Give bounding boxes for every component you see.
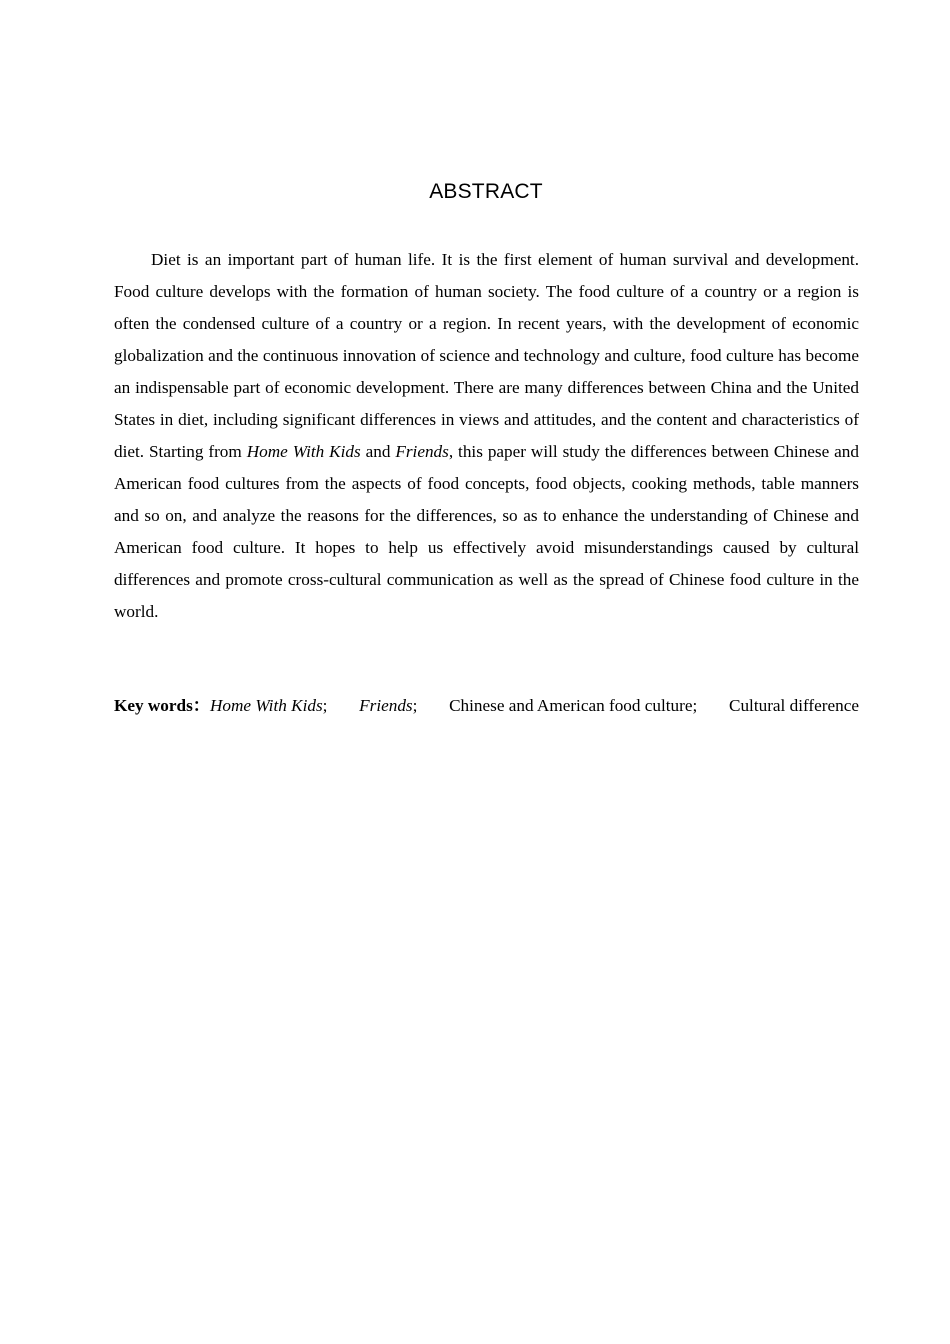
abstract-title-home-with-kids: Home With Kids [246,442,361,461]
keyword-group-1 [114,690,327,722]
abstract-paragraph [114,244,859,628]
keywords-line [114,690,859,722]
keyword-group-4 [729,690,859,722]
abstract-heading: ABSTRACT [429,180,543,203]
keyword-item: Home With Kids [209,696,323,715]
keyword-separator: ; [322,696,328,715]
keywords-label: Key words： [114,696,210,715]
keyword-separator: ; [692,696,698,715]
abstract-text-and: and [360,442,396,461]
keyword-item: Cultural difference [729,696,859,715]
abstract-text-part1: Diet is an important part of human life. It is the first element of human survival and development. Food culture develops with the formation of human society. The food culture of a country or a region is often the condensed culture of a country or a region. In recent years, with the development of economic globalization and the continuous innovation of science and technology and culture, food culture has become an indispensable part of economic development. There are many differences between China and the United States in diet, including significant differences in views and attitudes, and the content and characteristics of diet. Starting from [114,250,859,461]
keyword-group-3 [449,690,697,722]
keyword-item: Chinese and American food culture [449,696,693,715]
keyword-item: Friends [359,696,413,715]
keyword-group-2 [359,690,417,722]
abstract-title-friends: Friends [395,442,449,461]
abstract-text-part2: , this paper will study the differences between Chinese and American food cultures from the aspects of food concepts, food objects, cooking methods, table manners and so on, and analyze the reasons for the differences, so as to enhance the understanding of Chinese and American food culture. It hopes to help us effectively avoid misunderstandings caused by cultural differences and promote cross-cultural communication as well as the spread of Chinese food culture in the world. [114,442,859,621]
keyword-separator: ; [412,696,418,715]
